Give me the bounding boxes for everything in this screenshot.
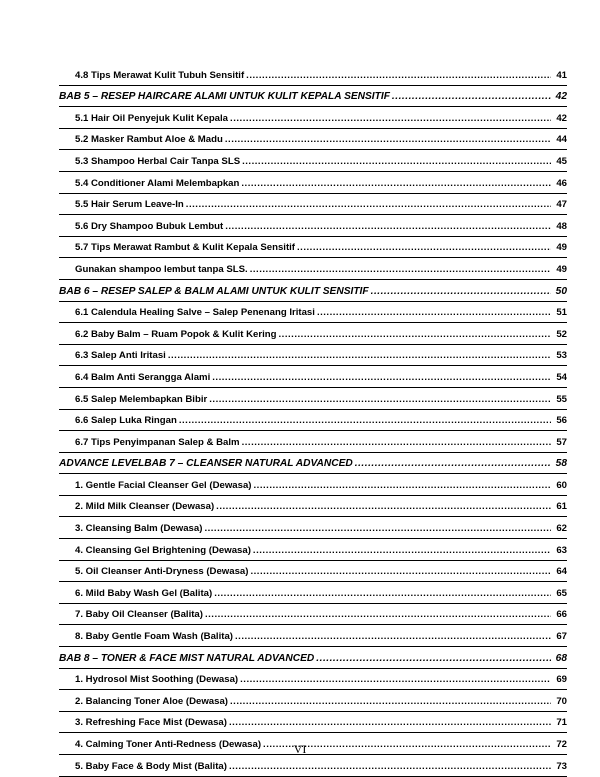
toc-page-number: 56	[556, 415, 567, 427]
toc-entry-row[interactable]	[59, 323, 567, 345]
toc-title: BAB 5 – RESEP HAIRCARE ALAMI UNTUK KULIT KEPALA SENSITIF	[59, 91, 390, 103]
toc-page-number: 42	[556, 112, 567, 124]
toc-entry-row[interactable]	[59, 237, 567, 259]
toc-title: 4.8 Tips Merawat Kulit Tubuh Sensitif	[75, 69, 245, 81]
toc-title: 8. Baby Gentle Foam Wash (Balita)	[75, 631, 233, 643]
toc-page-number: 71	[556, 717, 567, 729]
toc-title: BAB 6 – RESEP SALEP & BALM ALAMI UNTUK KULIT SENSITIF	[59, 285, 369, 297]
toc-title: BAB 8 – TONER & FACE MIST NATURAL ADVANCED	[59, 652, 315, 664]
toc-title: 6. Mild Baby Wash Gel (Balita)	[75, 587, 213, 599]
dot-leader	[355, 457, 551, 469]
dot-leader	[392, 90, 551, 102]
toc-page-number: 50	[555, 285, 567, 297]
dot-leader	[216, 501, 551, 513]
toc-page-number: 73	[556, 760, 567, 772]
toc-title: 1. Hydrosol Mist Soothing (Dewasa)	[75, 674, 239, 686]
toc-page-number: 48	[556, 220, 567, 232]
toc-title: 2. Mild Milk Cleanser (Dewasa)	[75, 501, 215, 513]
toc-entry-row[interactable]	[59, 496, 567, 518]
toc-title: 5.2 Masker Rambut Aloe & Madu	[75, 134, 223, 146]
dot-leader	[242, 155, 551, 167]
toc-title: 6.4 Balm Anti Serangga Alami	[75, 371, 211, 383]
toc-title: 3. Refreshing Face Mist (Dewasa)	[75, 717, 227, 729]
toc-page-number: 41	[556, 69, 567, 81]
toc-page-number: 62	[556, 523, 567, 535]
toc-page-number: 42	[555, 91, 567, 103]
toc-title: 5.7 Tips Merawat Rambut & Kulit Kepala Sensitif	[75, 242, 295, 254]
dot-leader	[225, 220, 551, 232]
dot-leader	[205, 609, 551, 621]
dot-leader	[209, 393, 551, 405]
toc-entry-row[interactable]	[59, 755, 567, 777]
toc-entry-row[interactable]	[59, 582, 567, 604]
toc-entry-row[interactable]	[59, 172, 567, 194]
toc-entry-row[interactable]	[59, 194, 567, 216]
toc-page-number: 57	[556, 436, 567, 448]
toc-entry-row[interactable]	[59, 410, 567, 432]
toc-title: 2. Balancing Toner Aloe (Dewasa)	[75, 695, 229, 707]
page-number: VI	[293, 742, 307, 756]
toc-entry-row[interactable]	[59, 388, 567, 410]
toc-entry-row[interactable]	[59, 669, 567, 691]
toc-page-number: 69	[556, 674, 567, 686]
dot-leader	[186, 199, 551, 211]
toc-title: 6.2 Baby Balm – Ruam Popok & Kulit Kering	[75, 328, 277, 340]
toc-page-number: 55	[556, 393, 567, 405]
dot-leader	[212, 371, 551, 383]
toc-page-number: 53	[556, 350, 567, 362]
dot-leader	[240, 674, 551, 686]
dot-leader	[230, 112, 551, 124]
toc-page-number: 64	[556, 566, 567, 578]
toc-page-number: 67	[556, 631, 567, 643]
toc-page-number: 45	[556, 155, 567, 167]
toc-entry-row[interactable]	[59, 539, 567, 561]
toc-chapter-row[interactable]	[59, 86, 567, 108]
dot-leader	[242, 436, 551, 448]
toc-title: 7. Baby Oil Cleanser (Balita)	[75, 609, 203, 621]
toc-title: 5. Oil Cleanser Anti-Dryness (Dewasa)	[75, 566, 249, 578]
toc-entry-row[interactable]	[59, 64, 567, 86]
toc-chapter-row[interactable]	[59, 280, 567, 302]
dot-leader	[179, 415, 551, 427]
toc-page-number: 61	[556, 501, 567, 513]
toc-title: 3. Cleansing Balm (Dewasa)	[75, 523, 203, 535]
toc-entry-row[interactable]	[59, 215, 567, 237]
toc-page-number: 49	[556, 242, 567, 254]
dot-leader	[250, 263, 551, 275]
dot-leader	[235, 631, 551, 643]
toc-title: 5.1 Hair Oil Penyejuk Kulit Kepala	[75, 112, 229, 124]
toc-title: 5.5 Hair Serum Leave-In	[75, 199, 184, 211]
toc-page-number: 70	[556, 695, 567, 707]
toc-page-number: 47	[556, 199, 567, 211]
toc-page-number: 60	[556, 479, 567, 491]
toc-entry-row[interactable]	[59, 107, 567, 129]
toc-entry-row[interactable]	[59, 712, 567, 734]
dot-leader	[204, 523, 551, 535]
toc-entry-row[interactable]	[59, 474, 567, 496]
toc-chapter-row[interactable]	[59, 453, 567, 475]
toc-entry-row[interactable]	[59, 129, 567, 151]
dot-leader	[279, 328, 551, 340]
toc-entry-row[interactable]	[59, 517, 567, 539]
dot-leader	[316, 651, 551, 663]
toc-title: 6.3 Salep Anti Iritasi	[75, 350, 166, 362]
toc-title: 6.7 Tips Penyimpanan Salep & Balm	[75, 436, 240, 448]
toc-title: 5.6 Dry Shampoo Bubuk Lembut	[75, 220, 224, 232]
dot-leader	[225, 134, 551, 146]
toc-entry-row[interactable]	[59, 625, 567, 647]
dot-leader	[229, 760, 551, 772]
toc-page-number: 63	[556, 544, 567, 556]
toc-chapter-row[interactable]	[59, 647, 567, 669]
toc-title: 5.3 Shampoo Herbal Cair Tanpa SLS	[75, 155, 241, 167]
dot-leader	[214, 587, 551, 599]
dot-leader	[241, 177, 551, 189]
toc-page-number: 72	[556, 739, 567, 750]
dot-leader	[246, 69, 551, 81]
toc-title: 6.6 Salep Luka Ringan	[75, 415, 177, 427]
toc-entry-row[interactable]	[59, 366, 567, 388]
toc-title: 6.1 Calendula Healing Salve – Salep Penenang Iritasi	[75, 307, 315, 319]
table-of-contents	[59, 64, 567, 777]
toc-title: 4. Cleansing Gel Brightening (Dewasa)	[75, 544, 251, 556]
dot-leader	[254, 479, 552, 491]
toc-title: Gunakan shampoo lembut tanpa SLS.	[75, 263, 248, 275]
dot-leader	[371, 284, 551, 296]
toc-title: 1. Gentle Facial Cleanser Gel (Dewasa)	[75, 479, 252, 491]
toc-entry-row[interactable]	[59, 302, 567, 324]
toc-entry-row[interactable]	[59, 345, 567, 367]
toc-entry-row[interactable]	[59, 604, 567, 626]
toc-title: 5.4 Conditioner Alami Melembapkan	[75, 177, 240, 189]
toc-page-number: 54	[556, 371, 567, 383]
dot-leader	[317, 307, 551, 319]
toc-entry-row[interactable]	[59, 561, 567, 583]
toc-entry-row[interactable]	[59, 150, 567, 172]
dot-leader	[250, 566, 551, 578]
dot-leader	[230, 695, 551, 707]
dot-leader	[297, 242, 551, 254]
toc-page-number: 68	[555, 652, 567, 664]
toc-entry-row[interactable]	[59, 690, 567, 712]
toc-title: 5. Baby Face & Body Mist (Balita)	[75, 760, 227, 772]
toc-page-number: 52	[556, 328, 567, 340]
toc-page-number: 44	[556, 134, 567, 146]
toc-title: 6.5 Salep Melembapkan Bibir	[75, 393, 208, 405]
toc-page-number: 66	[556, 609, 567, 621]
toc-entry-row[interactable]	[59, 258, 567, 280]
toc-title: 4. Calming Toner Anti-Redness (Dewasa)	[75, 739, 262, 750]
toc-page-number: 49	[556, 263, 567, 275]
dot-leader	[253, 544, 551, 556]
dot-leader	[229, 717, 551, 729]
toc-page-number: 58	[555, 458, 567, 470]
dot-leader	[168, 350, 551, 362]
toc-page-number: 65	[556, 587, 567, 599]
toc-entry-row[interactable]	[59, 431, 567, 453]
toc-title: ADVANCE LEVELBAB 7 – CLEANSER NATURAL ADVANCED	[59, 458, 353, 470]
toc-page-number: 46	[556, 177, 567, 189]
toc-page-number: 51	[556, 307, 567, 319]
